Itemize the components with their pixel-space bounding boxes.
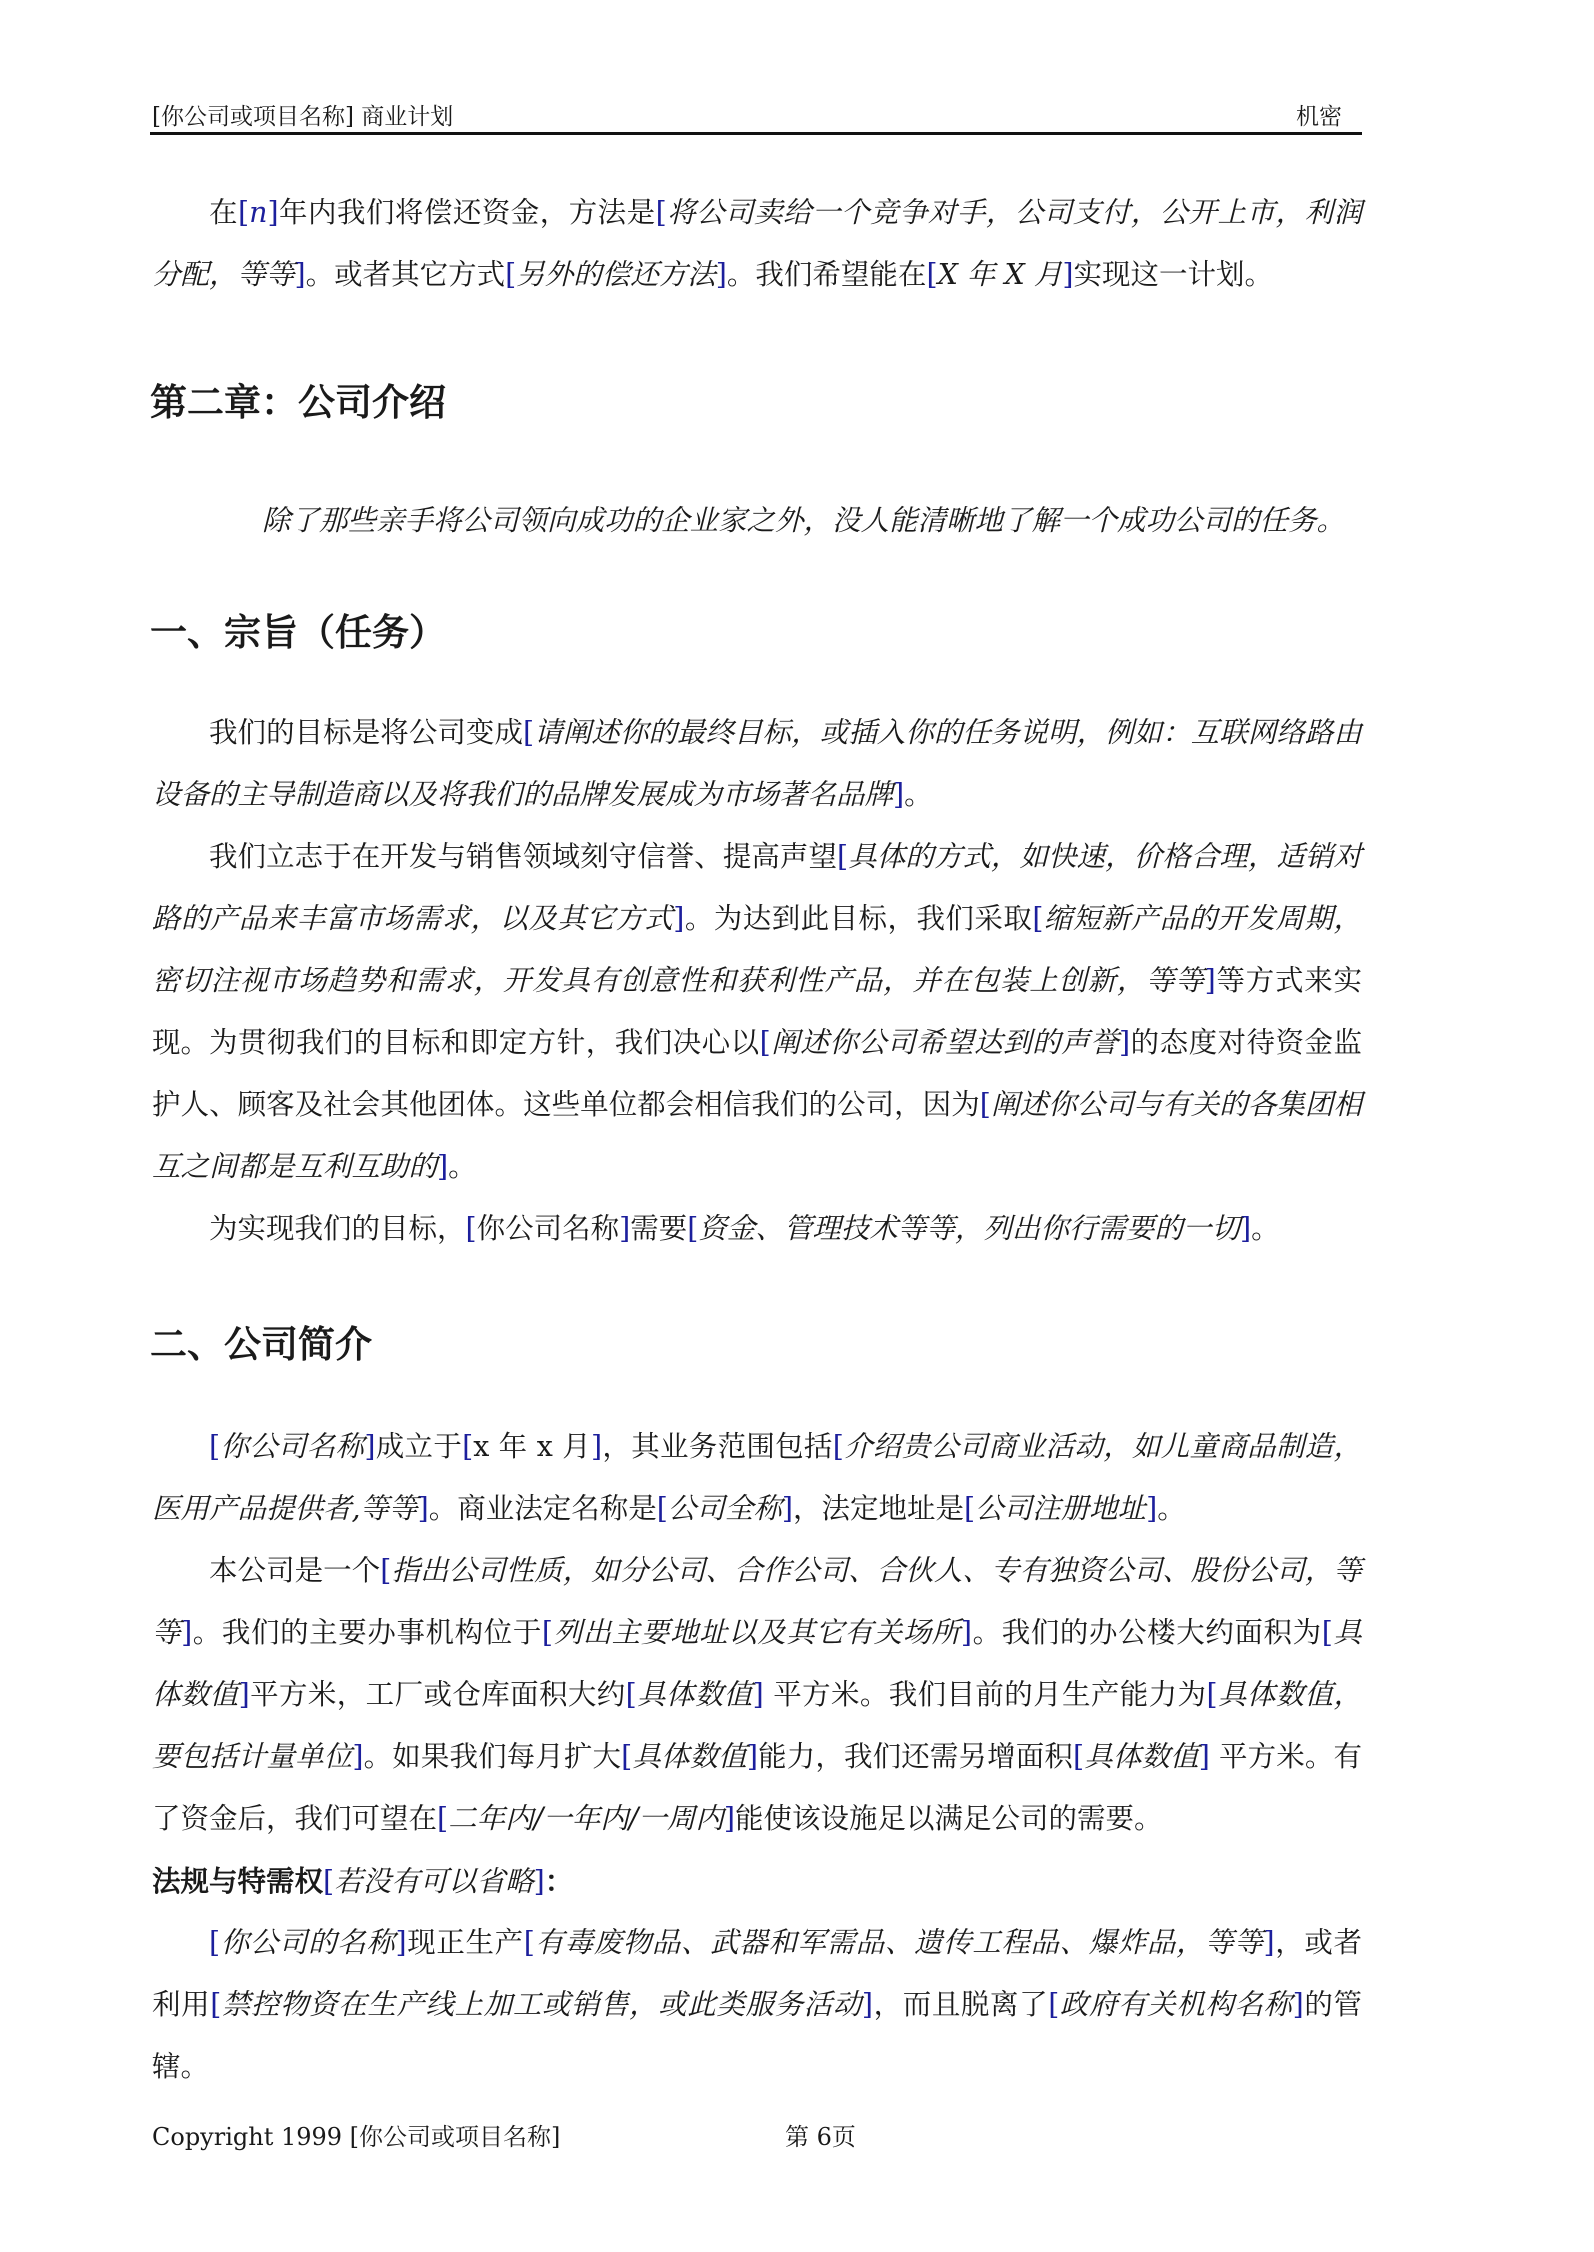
profile-paragraph-2: 本公司是一个[指出公司性质，如分公司、合作公司、合伙人、专有独资公司、股份公司，等等]。我们的主要办事机构位于[列出主要地址以及其它有关场所]。我们的办公楼大约面积为[具体数值]平方米，工厂或仓库面积大约[具体数值] 平方米。我们目前的月生产能力为[具体数值，要包括计量单位]。如果我们每月扩大[具体数值]能力，我们还需另增面积[具体数值] 平方米。有了资金后，我们可望在[二年内/一年内/一周内]能使该设施足以满足公司的需要。 [152, 1554, 1362, 1835]
mission-paragraph-4: 为实现我们的目标，[你公司名称]需要[资金、管理技术等等，列出你行需要的一切]。 [209, 1212, 1280, 1245]
header-confidential: 机密 [1296, 104, 1342, 130]
regulation-paragraph: [你公司的名称]现正生产[有毒废物品、武器和军需品、遗传工程品、爆炸品，等等]，或者利用[禁控物资在生产线上加工或销售，或此类服务活动]，而且脱离了[政府有关机构名称]的管辖。 [152, 1926, 1362, 2083]
section-title-profile: 二、公司简介 [150, 1323, 372, 1366]
mission-paragraph-2: 我们立志于在开发与销售领域刻守信誉、提高声望[具体的方式，如快速，价格合理，适销对路的产品来丰富市场需求，以及其它方式]。为达到此目标，我们采取[缩短新产品的开发周期，密切注视市场趋势和需求，开发具有创意性和获利性产品，并在包装上创新，等等]等方式来实现。 [152, 840, 1362, 1059]
mission-paragraph-1: 我们的目标是将公司变成[请阐述你的最终目标，或插入你的任务说明，例如：互联网络路由设备的主导制造商以及将我们的品牌发展成为市场著名品牌]。 [152, 716, 1362, 811]
profile-paragraph-1: [你公司名称]成立于[x 年 x 月]，其业务范围包括[介绍贵公司商业活动，如儿童商品制造，医用产品提供者,等等]。商业法定名称是[公司全称]，法定地址是[公司注册地址]。 [152, 1430, 1362, 1525]
repayment-paragraph: 在[n]年内我们将偿还资金，方法是[将公司卖给一个竞争对手，公司支付，公开上市，利润分配，等等]。或者其它方式[另外的偿还方法]。我们希望能在[X 年 X 月]实现这一计划。 [152, 196, 1362, 291]
regulation-heading: 法规与特需权[若没有可以省略]： [152, 1864, 574, 1898]
footer-page-number: 第 6页 [785, 2123, 856, 2151]
footer-copyright: Copyright 1999 [你公司或项目名称] [152, 2123, 561, 2151]
section-title-mission: 一、宗旨（任务） [150, 611, 446, 654]
chapter-title: 第二章：公司介绍 [150, 381, 446, 424]
chapter-quote: 除了那些亲手将公司领向成功的企业家之外，没人能清晰地了解一个成功公司的任务。 [262, 504, 1346, 537]
header-rule [150, 132, 1362, 135]
mission-paragraph-3: 为贯彻我们的目标和即定方针，我们决心以[阐述你公司希望达到的声誉]的态度对待资金监护人、顾客及社会其他团体。这些单位都会相信我们的公司，因为[阐述你公司与有关的各集团相互之间都是互利互助的]。 [152, 1026, 1362, 1183]
header-title: [你公司或项目名称] 商业计划 [152, 104, 454, 130]
